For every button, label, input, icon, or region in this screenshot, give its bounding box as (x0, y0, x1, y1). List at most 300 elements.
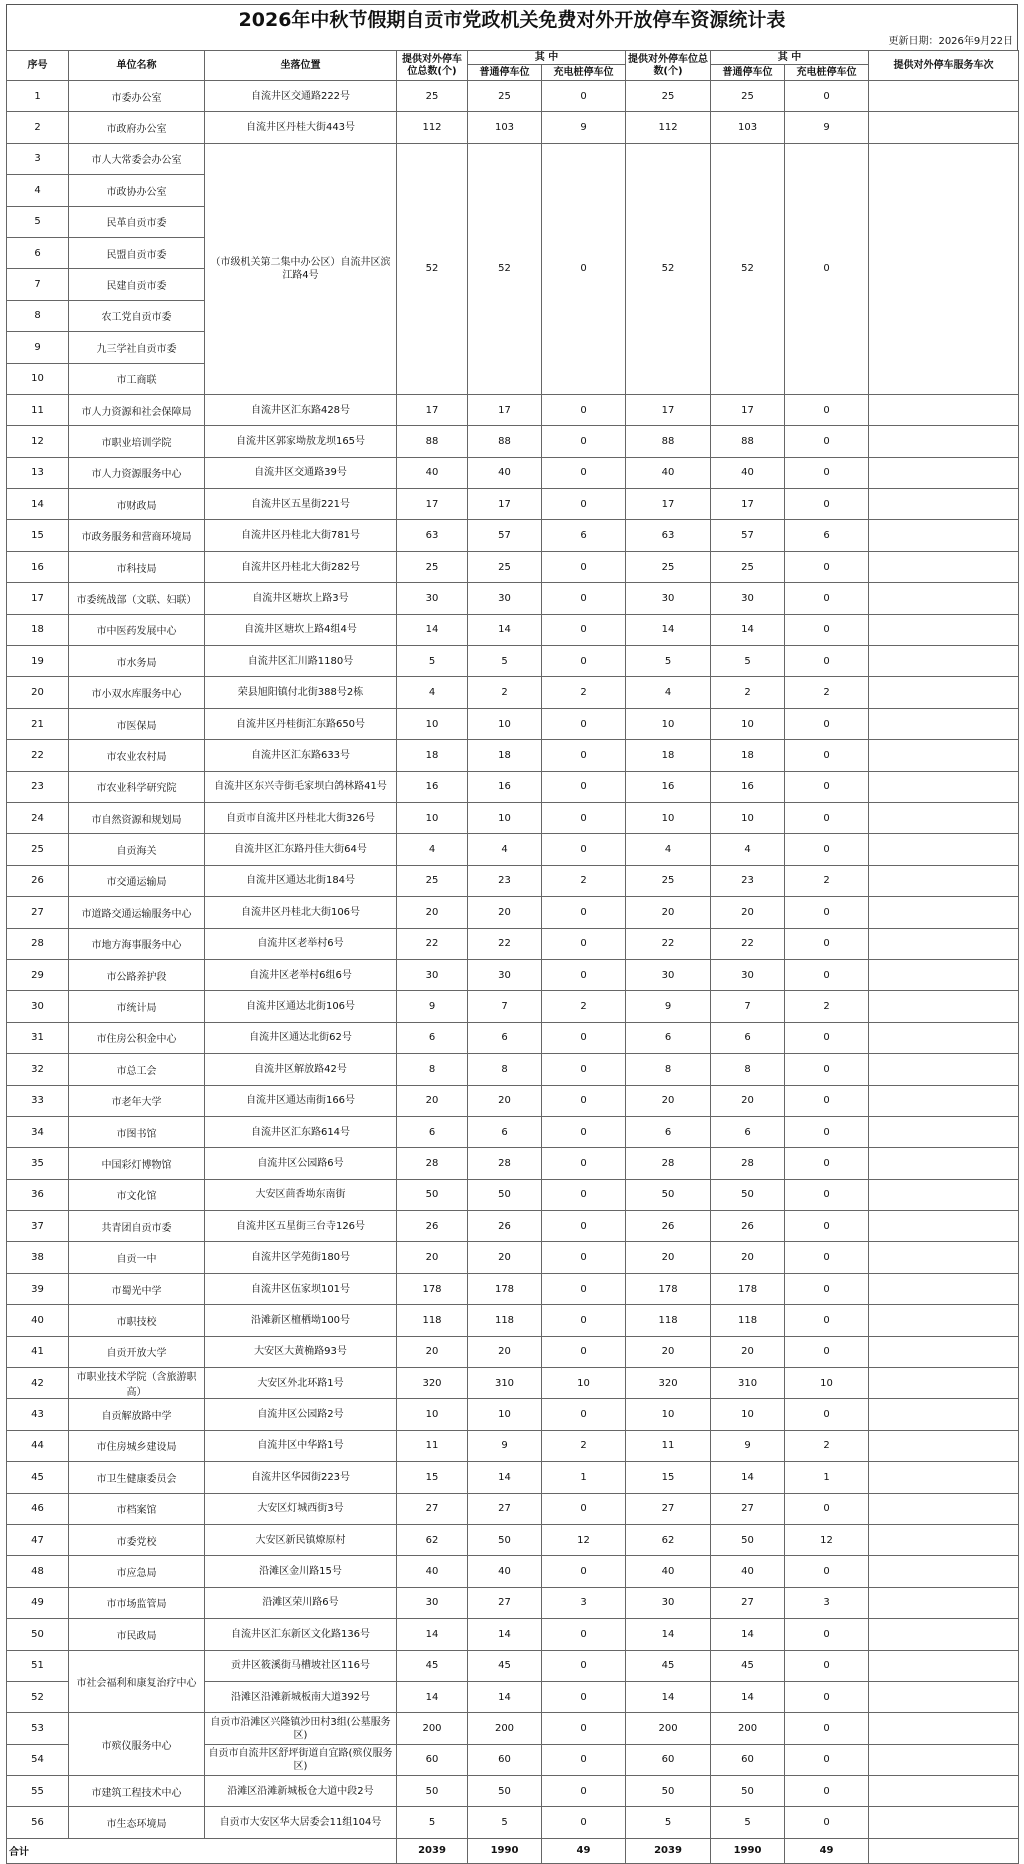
cell-charging: 0 (542, 81, 626, 112)
table-row (7, 740, 1019, 771)
cell-charging: 2 (542, 865, 626, 896)
cell-unit: 市中医药发展中心 (69, 614, 205, 645)
cell-normal-2: 14 (711, 614, 785, 645)
cell-total: 4 (397, 677, 468, 708)
cell-normal-2: 30 (711, 583, 785, 614)
cell-total-2: 30 (626, 1587, 711, 1618)
cell-location: 自流井区学苑街180号 (205, 1242, 397, 1273)
totals-total-2: 2039 (626, 1838, 711, 1863)
cell-seq: 32 (7, 1054, 69, 1085)
cell-total-2: 10 (626, 708, 711, 739)
cell-services (869, 834, 1019, 865)
cell-location: 沿滩区沿滩新城板南大道392号 (205, 1681, 397, 1712)
cell-normal: 60 (468, 1744, 542, 1775)
cell-services (869, 771, 1019, 802)
cell-services (869, 1211, 1019, 1242)
cell-normal: 7 (468, 991, 542, 1022)
cell-normal-2: 178 (711, 1273, 785, 1304)
cell-total-2: 17 (626, 489, 711, 520)
cell-services (869, 1524, 1019, 1555)
cell-total-2: 5 (626, 646, 711, 677)
cell-location: 大安区外北环路1号 (205, 1368, 397, 1399)
cell-total-2: 28 (626, 1148, 711, 1179)
cell-charging-2: 0 (785, 614, 869, 645)
cell-total: 25 (397, 865, 468, 896)
cell-unit: 市统计局 (69, 991, 205, 1022)
cell-total-2: 20 (626, 1085, 711, 1116)
table-row (7, 1807, 1019, 1838)
cell-normal: 6 (468, 1116, 542, 1147)
cell-seq: 6 (7, 237, 69, 268)
cell-unit: 市农业农村局 (69, 740, 205, 771)
cell-normal: 22 (468, 928, 542, 959)
cell-total: 11 (397, 1430, 468, 1461)
cell-total: 40 (397, 1556, 468, 1587)
table-row (7, 1085, 1019, 1116)
cell-charging: 6 (542, 520, 626, 551)
cell-total-2: 10 (626, 802, 711, 833)
table-row (7, 143, 1019, 174)
cell-total: 27 (397, 1493, 468, 1524)
cell-normal: 30 (468, 959, 542, 990)
cell-seq: 33 (7, 1085, 69, 1116)
cell-total: 18 (397, 740, 468, 771)
cell-location: 沿滩区沿滩新城板仓大道中段2号 (205, 1776, 397, 1807)
cell-total-2: 40 (626, 1556, 711, 1587)
table-row (7, 1179, 1019, 1210)
cell-unit: 市住房城乡建设局 (69, 1430, 205, 1461)
cell-charging-2: 0 (785, 1650, 869, 1681)
cell-charging-2: 0 (785, 1022, 869, 1053)
cell-charging: 0 (542, 394, 626, 425)
cell-total: 10 (397, 708, 468, 739)
cell-services (869, 81, 1019, 112)
cell-unit: 市委办公室 (69, 81, 205, 112)
cell-seq: 55 (7, 1776, 69, 1807)
cell-charging: 0 (542, 1650, 626, 1681)
parking-table (6, 50, 1019, 1864)
cell-charging-2: 1 (785, 1462, 869, 1493)
cell-normal: 14 (468, 1681, 542, 1712)
table-row (7, 1022, 1019, 1053)
cell-charging: 0 (542, 1619, 626, 1650)
table-row (7, 959, 1019, 990)
table-row (7, 1587, 1019, 1618)
cell-total-2: 8 (626, 1054, 711, 1085)
page-title: 2026年中秋节假期自贡市党政机关免费对外开放停车资源统计表 (6, 4, 1018, 34)
cell-unit: 九三学社自贡市委 (69, 332, 205, 363)
cell-seq: 2 (7, 112, 69, 143)
cell-seq: 5 (7, 206, 69, 237)
cell-normal-2: 9 (711, 1430, 785, 1461)
cell-services (869, 928, 1019, 959)
cell-total: 20 (397, 1085, 468, 1116)
cell-total-2: 40 (626, 457, 711, 488)
cell-charging: 0 (542, 740, 626, 771)
cell-normal: 20 (468, 1085, 542, 1116)
cell-total-2: 30 (626, 959, 711, 990)
cell-seq: 29 (7, 959, 69, 990)
cell-charging-2: 0 (785, 1713, 869, 1744)
cell-charging-2: 2 (785, 677, 869, 708)
cell-location: 自流井区丹桂大街443号 (205, 112, 397, 143)
cell-charging-2: 6 (785, 520, 869, 551)
cell-total: 17 (397, 394, 468, 425)
cell-normal-2: 4 (711, 834, 785, 865)
cell-total-2: 178 (626, 1273, 711, 1304)
cell-seq: 9 (7, 332, 69, 363)
cell-seq: 48 (7, 1556, 69, 1587)
cell-normal-2: 10 (711, 708, 785, 739)
cell-normal-2: 16 (711, 771, 785, 802)
cell-seq: 53 (7, 1713, 69, 1744)
cell-total: 50 (397, 1776, 468, 1807)
cell-unit: 市职业技术学院（含旅游职高） (69, 1368, 205, 1399)
table-row (7, 1054, 1019, 1085)
cell-normal-2: 45 (711, 1650, 785, 1681)
cell-seq: 31 (7, 1022, 69, 1053)
cell-seq: 36 (7, 1179, 69, 1210)
cell-total-2: 11 (626, 1430, 711, 1461)
cell-services (869, 1022, 1019, 1053)
cell-seq: 49 (7, 1587, 69, 1618)
cell-charging-2: 0 (785, 1116, 869, 1147)
cell-unit: 市人大常委会办公室 (69, 143, 205, 174)
cell-seq: 45 (7, 1462, 69, 1493)
cell-charging: 0 (542, 426, 626, 457)
cell-charging-2: 0 (785, 394, 869, 425)
cell-normal: 6 (468, 1022, 542, 1053)
cell-services (869, 1148, 1019, 1179)
cell-unit: 市职业培训学院 (69, 426, 205, 457)
cell-seq: 47 (7, 1524, 69, 1555)
cell-charging: 0 (542, 143, 626, 394)
cell-total-2: 4 (626, 677, 711, 708)
table-row (7, 81, 1019, 112)
cell-normal-2: 25 (711, 81, 785, 112)
cell-total: 30 (397, 1587, 468, 1618)
table-row (7, 897, 1019, 928)
cell-unit: 市生态环境局 (69, 1807, 205, 1838)
cell-total: 14 (397, 1619, 468, 1650)
cell-charging-2: 2 (785, 1430, 869, 1461)
cell-total: 20 (397, 897, 468, 928)
cell-total: 52 (397, 143, 468, 394)
cell-charging: 0 (542, 1556, 626, 1587)
cell-seq: 42 (7, 1368, 69, 1399)
cell-normal: 5 (468, 1807, 542, 1838)
header-services: 提供对外停车服务车次 (869, 51, 1019, 81)
cell-normal: 9 (468, 1430, 542, 1461)
cell-charging: 0 (542, 614, 626, 645)
cell-normal: 17 (468, 394, 542, 425)
cell-seq: 12 (7, 426, 69, 457)
cell-charging: 0 (542, 1022, 626, 1053)
table-row (7, 1556, 1019, 1587)
cell-services (869, 677, 1019, 708)
cell-charging-2: 0 (785, 1336, 869, 1367)
cell-seq: 14 (7, 489, 69, 520)
cell-total-2: 20 (626, 897, 711, 928)
cell-services (869, 740, 1019, 771)
cell-services (869, 1744, 1019, 1775)
cell-location: 自流井区通达北街106号 (205, 991, 397, 1022)
cell-seq: 16 (7, 551, 69, 582)
cell-charging-2: 0 (785, 1807, 869, 1838)
cell-charging: 0 (542, 1242, 626, 1273)
cell-charging-2: 0 (785, 583, 869, 614)
table-row (7, 928, 1019, 959)
cell-normal: 50 (468, 1776, 542, 1807)
cell-services (869, 1305, 1019, 1336)
cell-normal-2: 40 (711, 457, 785, 488)
table-row (7, 1776, 1019, 1807)
cell-normal-2: 50 (711, 1524, 785, 1555)
cell-normal: 30 (468, 583, 542, 614)
cell-total-2: 14 (626, 1619, 711, 1650)
cell-services (869, 646, 1019, 677)
cell-seq: 10 (7, 363, 69, 394)
cell-normal: 8 (468, 1054, 542, 1085)
cell-charging-2: 0 (785, 1744, 869, 1775)
cell-charging: 1 (542, 1462, 626, 1493)
cell-normal: 17 (468, 489, 542, 520)
cell-unit: 市工商联 (69, 363, 205, 394)
cell-location: 自流井区伍家坝101号 (205, 1273, 397, 1304)
cell-charging-2: 0 (785, 1179, 869, 1210)
cell-location: （市级机关第二集中办公区）自流井区滨江路4号 (205, 143, 397, 394)
cell-normal: 40 (468, 457, 542, 488)
totals-row (7, 1838, 1019, 1863)
cell-location: 自流井区丹桂北大街106号 (205, 897, 397, 928)
cell-unit: 市殡仪服务中心 (69, 1713, 205, 1776)
cell-total: 8 (397, 1054, 468, 1085)
cell-unit: 自贡一中 (69, 1242, 205, 1273)
cell-unit: 民建自贡市委 (69, 269, 205, 300)
cell-total-2: 62 (626, 1524, 711, 1555)
cell-services (869, 1368, 1019, 1399)
cell-unit: 市市场监管局 (69, 1587, 205, 1618)
cell-normal: 20 (468, 1242, 542, 1273)
cell-charging: 2 (542, 1430, 626, 1461)
cell-services (869, 1462, 1019, 1493)
header-normal-1: 普通停车位 (468, 65, 542, 81)
table-row (7, 1619, 1019, 1650)
cell-total-2: 18 (626, 740, 711, 771)
cell-normal-2: 52 (711, 143, 785, 394)
cell-normal-2: 14 (711, 1681, 785, 1712)
cell-services (869, 143, 1019, 394)
cell-total-2: 26 (626, 1211, 711, 1242)
totals-charging-2: 49 (785, 1838, 869, 1863)
cell-charging-2: 0 (785, 1776, 869, 1807)
cell-seq: 54 (7, 1744, 69, 1775)
cell-services (869, 959, 1019, 990)
table-row (7, 583, 1019, 614)
cell-normal-2: 22 (711, 928, 785, 959)
cell-charging-2: 0 (785, 143, 869, 394)
cell-seq: 30 (7, 991, 69, 1022)
cell-normal: 18 (468, 740, 542, 771)
table-row (7, 802, 1019, 833)
cell-services (869, 1807, 1019, 1838)
cell-location: 沿滩区金川路15号 (205, 1556, 397, 1587)
cell-total: 4 (397, 834, 468, 865)
cell-total-2: 88 (626, 426, 711, 457)
cell-normal: 10 (468, 708, 542, 739)
table-row (7, 834, 1019, 865)
table-row (7, 1305, 1019, 1336)
cell-seq: 18 (7, 614, 69, 645)
cell-normal: 88 (468, 426, 542, 457)
table-row (7, 1462, 1019, 1493)
cell-charging-2: 0 (785, 834, 869, 865)
cell-total: 16 (397, 771, 468, 802)
cell-charging: 0 (542, 1273, 626, 1304)
cell-charging: 0 (542, 1116, 626, 1147)
table-row (7, 1273, 1019, 1304)
cell-normal-2: 23 (711, 865, 785, 896)
table-row (7, 677, 1019, 708)
cell-normal-2: 50 (711, 1776, 785, 1807)
totals-normal-2: 1990 (711, 1838, 785, 1863)
cell-services (869, 1713, 1019, 1744)
cell-total-2: 14 (626, 614, 711, 645)
cell-seq: 1 (7, 81, 69, 112)
cell-charging-2: 0 (785, 1054, 869, 1085)
cell-charging: 0 (542, 1681, 626, 1712)
cell-charging-2: 0 (785, 81, 869, 112)
cell-unit: 市水务局 (69, 646, 205, 677)
table-row (7, 991, 1019, 1022)
cell-normal: 57 (468, 520, 542, 551)
cell-seq: 43 (7, 1399, 69, 1430)
cell-services (869, 1273, 1019, 1304)
cell-total-2: 320 (626, 1368, 711, 1399)
cell-charging: 0 (542, 1713, 626, 1744)
cell-total-2: 9 (626, 991, 711, 1022)
cell-location: 自流井区塘坎上路4组4号 (205, 614, 397, 645)
cell-charging-2: 10 (785, 1368, 869, 1399)
cell-services (869, 1179, 1019, 1210)
cell-normal-2: 14 (711, 1462, 785, 1493)
cell-unit: 市档案馆 (69, 1493, 205, 1524)
header-seq: 序号 (7, 51, 69, 81)
cell-charging-2: 9 (785, 112, 869, 143)
cell-unit: 市总工会 (69, 1054, 205, 1085)
cell-total-2: 30 (626, 583, 711, 614)
cell-total: 10 (397, 802, 468, 833)
cell-location: 自贡市自流井区舒坪街道自宜路(殡仪服务区) (205, 1744, 397, 1775)
cell-normal-2: 118 (711, 1305, 785, 1336)
cell-services (869, 614, 1019, 645)
cell-normal-2: 57 (711, 520, 785, 551)
cell-normal: 310 (468, 1368, 542, 1399)
cell-normal-2: 20 (711, 897, 785, 928)
cell-total-2: 20 (626, 1336, 711, 1367)
cell-normal: 52 (468, 143, 542, 394)
cell-location: 自流井区丹桂街汇东路650号 (205, 708, 397, 739)
cell-location: 大安区茴香坳东南街 (205, 1179, 397, 1210)
cell-services (869, 426, 1019, 457)
cell-seq: 40 (7, 1305, 69, 1336)
cell-normal-2: 20 (711, 1242, 785, 1273)
cell-total: 88 (397, 426, 468, 457)
cell-charging: 0 (542, 1305, 626, 1336)
table-row (7, 614, 1019, 645)
cell-charging-2: 0 (785, 1399, 869, 1430)
cell-location: 沿滩区荣川路6号 (205, 1587, 397, 1618)
cell-services (869, 1776, 1019, 1807)
cell-location: 大安区大黄桷路93号 (205, 1336, 397, 1367)
totals-normal: 1990 (468, 1838, 542, 1863)
cell-services (869, 1336, 1019, 1367)
cell-seq: 51 (7, 1650, 69, 1681)
cell-services (869, 394, 1019, 425)
cell-charging-2: 0 (785, 771, 869, 802)
cell-total: 26 (397, 1211, 468, 1242)
cell-unit: 市民政局 (69, 1619, 205, 1650)
cell-location: 自贡市自流井区丹桂北大街326号 (205, 802, 397, 833)
cell-unit: 自贡解放路中学 (69, 1399, 205, 1430)
cell-normal: 14 (468, 1462, 542, 1493)
cell-total: 63 (397, 520, 468, 551)
cell-normal-2: 60 (711, 1744, 785, 1775)
cell-seq: 22 (7, 740, 69, 771)
cell-total-2: 5 (626, 1807, 711, 1838)
header-location: 坐落位置 (205, 51, 397, 81)
cell-charging-2: 0 (785, 1085, 869, 1116)
cell-total: 40 (397, 457, 468, 488)
table-row (7, 426, 1019, 457)
cell-seq: 15 (7, 520, 69, 551)
cell-location: 贡井区筱溪街马槽坡社区116号 (205, 1650, 397, 1681)
cell-unit: 市小双水库服务中心 (69, 677, 205, 708)
cell-charging-2: 0 (785, 708, 869, 739)
cell-charging-2: 0 (785, 897, 869, 928)
cell-services (869, 1493, 1019, 1524)
cell-charging: 0 (542, 1399, 626, 1430)
cell-seq: 11 (7, 394, 69, 425)
table-row (7, 1493, 1019, 1524)
cell-charging-2: 12 (785, 1524, 869, 1555)
cell-charging: 2 (542, 991, 626, 1022)
cell-normal: 10 (468, 1399, 542, 1430)
cell-total: 62 (397, 1524, 468, 1555)
cell-total: 178 (397, 1273, 468, 1304)
header-total-1: 提供对外停车位总数(个) (397, 51, 468, 81)
cell-services (869, 112, 1019, 143)
cell-normal-2: 17 (711, 394, 785, 425)
cell-total: 20 (397, 1336, 468, 1367)
cell-total: 6 (397, 1022, 468, 1053)
cell-total: 320 (397, 1368, 468, 1399)
cell-unit: 市科技局 (69, 551, 205, 582)
cell-location: 自流井区老举村6号 (205, 928, 397, 959)
cell-charging-2: 0 (785, 740, 869, 771)
cell-total: 14 (397, 1681, 468, 1712)
cell-charging: 0 (542, 959, 626, 990)
cell-charging: 0 (542, 771, 626, 802)
cell-total: 25 (397, 551, 468, 582)
cell-services (869, 457, 1019, 488)
cell-charging: 0 (542, 1085, 626, 1116)
header-unit: 单位名称 (69, 51, 205, 81)
table-row (7, 1336, 1019, 1367)
cell-charging: 0 (542, 1148, 626, 1179)
cell-unit: 市老年大学 (69, 1085, 205, 1116)
cell-normal-2: 310 (711, 1368, 785, 1399)
